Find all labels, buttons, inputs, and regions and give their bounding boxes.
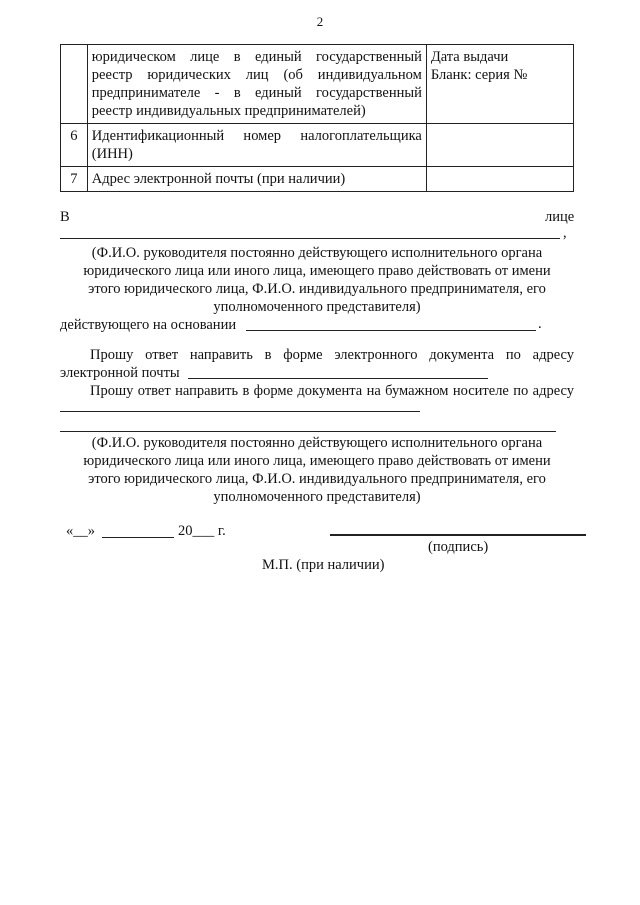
month-line[interactable] bbox=[102, 537, 174, 538]
table-row bbox=[61, 167, 574, 192]
acting-label: действующего на основании bbox=[60, 317, 237, 333]
email-request: Прошу ответ направить в форме электронного документа по адресу bbox=[90, 347, 574, 363]
close-quote: » bbox=[87, 523, 95, 539]
row-number: 7 bbox=[61, 167, 88, 192]
caption-line: этого юридического лица, Ф.И.О. индивидуального предпринимателя, его bbox=[88, 471, 546, 487]
basis-line[interactable] bbox=[246, 330, 536, 331]
desc-line: реестр юридических лиц (об индивидуальном bbox=[91, 67, 422, 83]
year-field[interactable] bbox=[178, 522, 226, 540]
issue-date-label: Дата выдачи bbox=[430, 49, 509, 65]
year-prefix: 20 bbox=[178, 523, 193, 539]
desc-line: (ИНН) bbox=[91, 146, 133, 162]
caption-signer bbox=[60, 434, 574, 506]
email-address-line[interactable] bbox=[188, 378, 488, 379]
row-value[interactable] bbox=[426, 124, 573, 167]
desc-line: Адрес электронной почты (при наличии) bbox=[91, 171, 346, 187]
day-blank: __ bbox=[73, 523, 88, 539]
stamp-label: М.П. (при наличии) bbox=[262, 557, 385, 573]
paper-request: Прошу ответ направить в форме документа на бумажном носителе по адресу bbox=[90, 383, 574, 399]
applicant-info-table bbox=[60, 44, 574, 192]
caption-line: юридического лица или иного лица, имеющего право действовать от имени bbox=[83, 263, 551, 279]
date-field[interactable] bbox=[66, 522, 95, 540]
caption-line: юридического лица или иного лица, имеющего право действовать от имени bbox=[83, 453, 551, 469]
row-description bbox=[87, 45, 426, 124]
postal-address-line[interactable] bbox=[60, 411, 420, 412]
caption-representative bbox=[60, 244, 574, 316]
caption-line: уполномоченного представителя) bbox=[213, 299, 421, 315]
in-label: В bbox=[60, 209, 70, 225]
signature-line[interactable] bbox=[330, 534, 586, 536]
caption-line: уполномоченного представителя) bbox=[213, 489, 421, 505]
desc-line: юридическом лице в единый государственный bbox=[91, 49, 422, 65]
row-description bbox=[87, 167, 426, 192]
page-number: 2 bbox=[316, 14, 324, 29]
row-value[interactable] bbox=[426, 167, 573, 192]
form-series-label: Бланк: серия № bbox=[430, 67, 528, 83]
email-label: электронной почты bbox=[60, 365, 180, 381]
organization-name-line[interactable] bbox=[60, 238, 560, 239]
caption-line: этого юридического лица, Ф.И.О. индивидуального предпринимателя, его bbox=[88, 281, 546, 297]
caption-line: (Ф.И.О. руководителя постоянно действующего исполнительного органа bbox=[91, 435, 543, 451]
comma: , bbox=[563, 225, 567, 241]
desc-line: реестр индивидуальных предпринимателей) bbox=[91, 103, 366, 119]
row-value bbox=[426, 45, 573, 124]
table-row bbox=[61, 124, 574, 167]
caption-line: (Ф.И.О. руководителя постоянно действующего исполнительного органа bbox=[91, 245, 543, 261]
row-number: 6 bbox=[61, 124, 88, 167]
year-suffix: г. bbox=[217, 523, 226, 539]
table-row bbox=[61, 45, 574, 124]
signer-name-line[interactable] bbox=[60, 431, 556, 432]
year-blank: ___ bbox=[192, 523, 215, 539]
desc-line: Идентификационный номер налогоплательщика bbox=[91, 128, 422, 144]
period: . bbox=[538, 316, 542, 332]
signature-caption: (подпись) bbox=[428, 539, 489, 555]
row-description bbox=[87, 124, 426, 167]
open-quote: « bbox=[66, 523, 74, 539]
row-number bbox=[61, 45, 88, 124]
face-label: лице bbox=[545, 209, 575, 225]
desc-line: предпринимателе - в единый государственный bbox=[91, 85, 422, 101]
